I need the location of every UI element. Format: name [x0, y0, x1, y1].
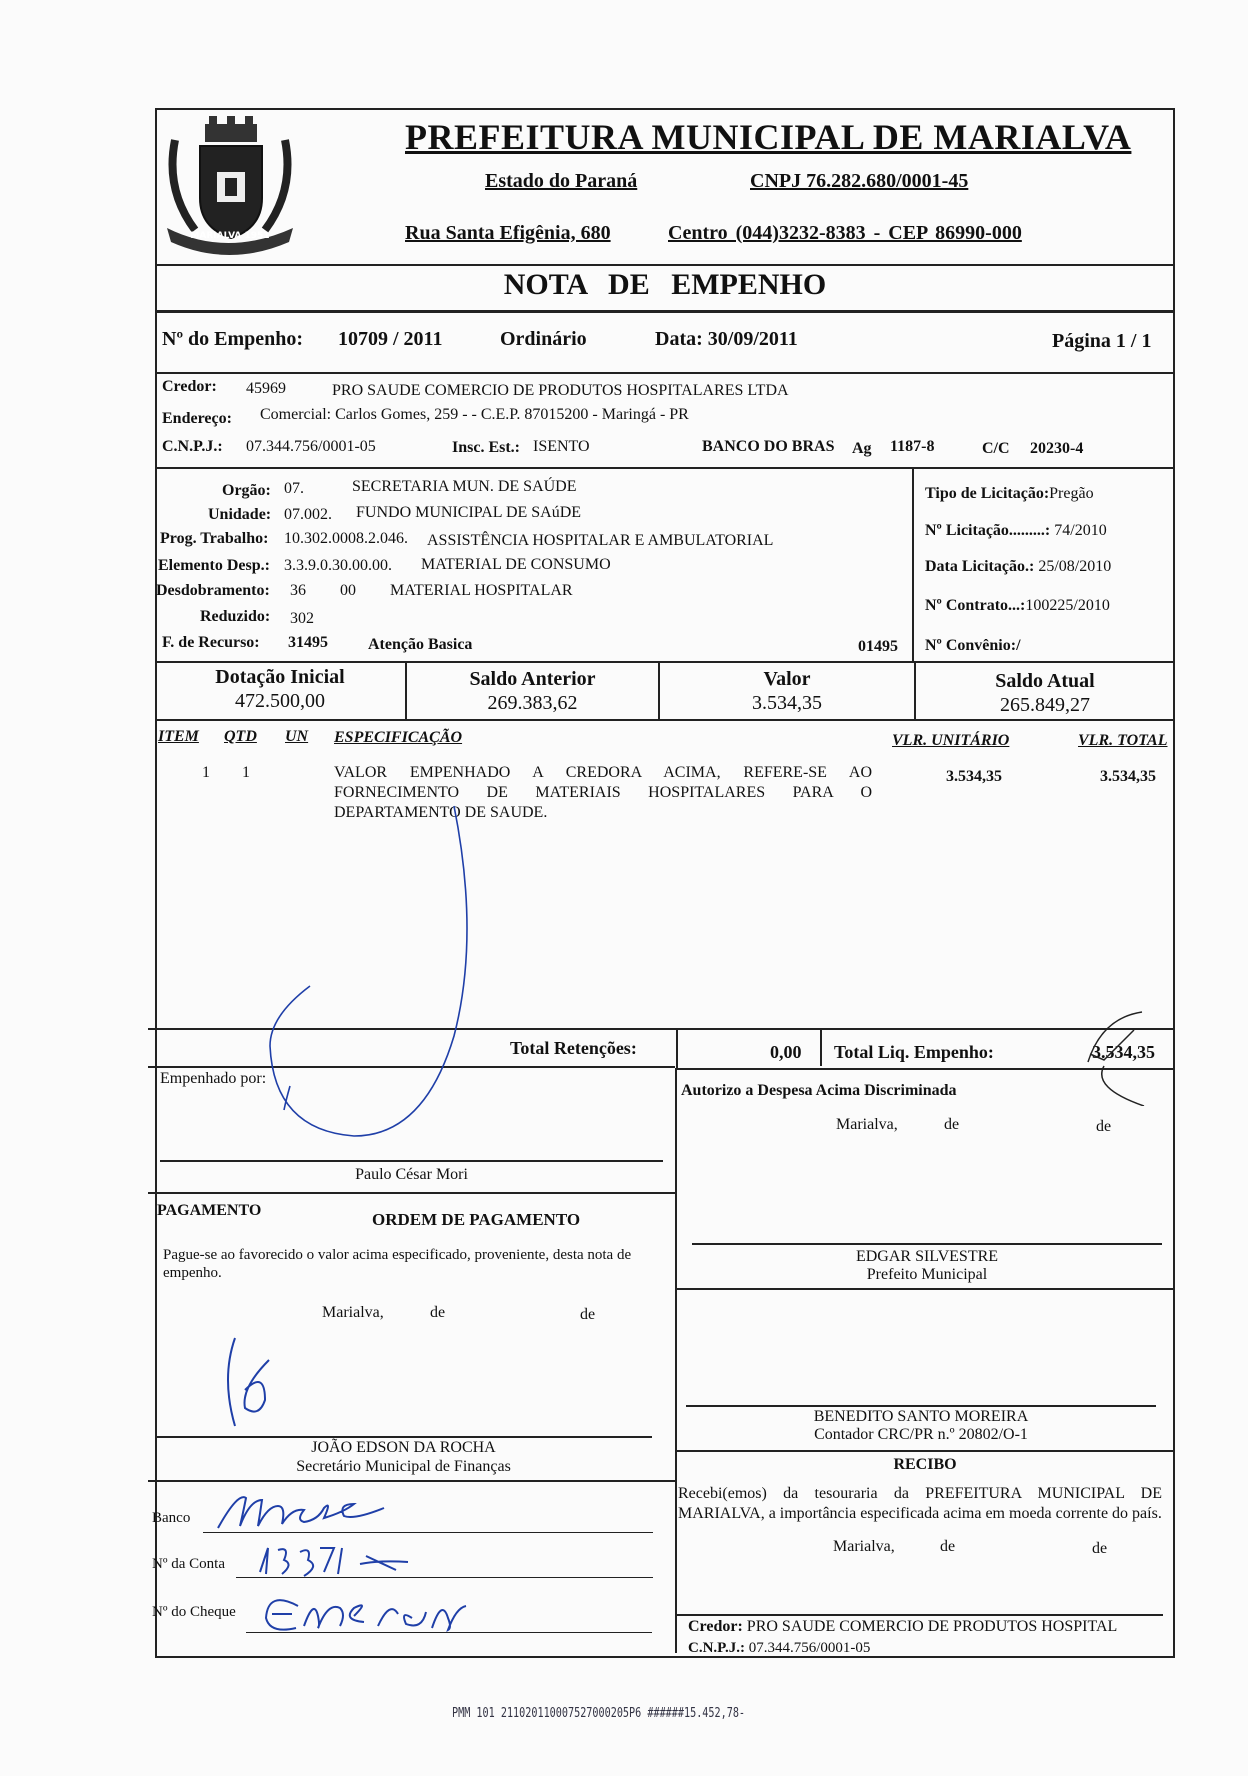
contador-name: BENEDITO SANTO MOREIRA — [813, 1408, 1029, 1425]
valor-label: Valor — [763, 668, 811, 690]
item-desc-line3: DEPARTAMENTO DE SAUDE. — [334, 804, 548, 821]
total-check-mark — [1080, 1006, 1170, 1106]
orgao-label: Orgão: — [222, 482, 271, 499]
contrato-label: Nº Contrato...:100225/2010 — [925, 597, 1110, 614]
lic-tipo-label: Tipo de Licitação:Pregão — [925, 485, 1094, 502]
liq-label: Total Liq. Empenho: — [834, 1042, 994, 1062]
insc-label: Insc. Est.: — [452, 439, 521, 456]
desd-label: Desdobramento: — [156, 582, 270, 599]
autorizo-de1: de — [944, 1116, 960, 1133]
retencoes-label: Total Retenções: — [510, 1038, 637, 1058]
credor-insc: ISENTO — [533, 438, 590, 455]
cc-label: C/C — [982, 440, 1010, 457]
autorizo-label: Autorizo a Despesa Acima Discriminada — [681, 1082, 957, 1099]
pagamento-de1: de — [430, 1304, 446, 1321]
item-number: 1 — [202, 764, 210, 781]
desd-sub: 00 — [340, 582, 356, 599]
recurso-label: F. de Recurso: — [162, 634, 260, 651]
item-desc-line1: VALOR EMPENHADO A CREDORA ACIMA, REFERE-SE AO — [334, 764, 872, 781]
pagamento-de2: de — [580, 1306, 596, 1323]
col-vlr-unitario: VLR. UNITÁRIO — [892, 732, 1010, 749]
recibo-text: Recebi(emos) da tesouraria da PREFEITURA MUNICIPAL DE MARIALVA, a importância especificada acima em moeda corrente do país. — [678, 1485, 1162, 1522]
elem-code: 3.3.9.0.30.00.00. — [284, 557, 392, 574]
unidade-name: FUNDO MUNICIPAL DE SAúDE — [356, 504, 582, 521]
saldo-anterior-value: 269.383,62 — [487, 692, 578, 714]
cnpj-field-label: C.N.P.J.: — [162, 438, 223, 455]
prog-label: Prog. Trabalho: — [160, 530, 269, 547]
recibo-credor: Credor: PRO SAUDE COMERCIO DE PRODUTOS HOSPITAL — [688, 1618, 1118, 1635]
item-total-value: 3.534,35 — [1100, 768, 1156, 785]
recurso-number: 01495 — [858, 638, 898, 655]
lic-data-label: Data Licitação.: 25/08/2010 — [925, 558, 1112, 575]
contador-role: Contador CRC/PR n.º 20802/O-1 — [814, 1426, 1028, 1443]
credor-code: 45969 — [246, 380, 286, 397]
bank-name: BANCO DO BRAS — [702, 438, 835, 455]
elem-name: MATERIAL DE CONSUMO — [421, 556, 611, 573]
item-qtd: 1 — [242, 764, 250, 781]
empenho-number: 10709 / 2011 — [338, 328, 443, 350]
recurso-code: 31495 — [288, 634, 328, 651]
empenho-number-label: Nº do Empenho: — [162, 328, 304, 350]
page-title: PREFEITURA MUNICIPAL DE MARIALVA — [405, 117, 1132, 157]
retencoes-value: 0,00 — [770, 1042, 802, 1062]
signature-mark — [205, 1330, 285, 1430]
address-field-label: Endereço: — [162, 410, 232, 427]
desd-code: 36 — [290, 582, 306, 599]
credor-address: Comercial: Carlos Gomes, 259 - - C.E.P. 87015200 - Maringá - PR — [260, 406, 689, 423]
ag-label: Ag — [852, 440, 872, 457]
contact-label: Centro (044)3232-8383 - CEP 86990-000 — [668, 222, 1022, 244]
recibo-de1: de — [940, 1538, 956, 1555]
item-desc-line2: FORNECIMENTO DE MATERIAIS HOSPITALARES PARA O — [334, 784, 872, 801]
orgao-code: 07. — [284, 480, 304, 497]
credor-label: Credor: — [162, 378, 217, 395]
reduz-label: Reduzido: — [200, 608, 271, 625]
recibo-cnpj: C.N.P.J.: 07.344.756/0001-05 — [688, 1640, 871, 1656]
empenhado-signature — [240, 800, 480, 1150]
banco-handwriting — [212, 1488, 412, 1534]
address-label: Rua Santa Efigênia, 680 — [405, 222, 611, 244]
crest-icon — [155, 110, 305, 262]
ordem-label: ORDEM DE PAGAMENTO — [372, 1210, 581, 1229]
pagamento-role: Secretário Municipal de Finanças — [296, 1458, 511, 1475]
page-number: Página 1 / 1 — [1052, 330, 1152, 352]
liq-value: 3.534,35 — [1092, 1042, 1155, 1062]
dotacao-value: 472.500,00 — [235, 690, 325, 712]
col-vlr-total: VLR. TOTAL — [1078, 732, 1168, 749]
cnpj-label: CNPJ 76.282.680/0001-45 — [750, 170, 969, 192]
dotacao-label: Dotação Inicial — [215, 666, 345, 688]
recibo-label: RECIBO — [893, 1456, 957, 1473]
conta-handwriting — [256, 1542, 416, 1580]
desd-name: MATERIAL HOSPITALAR — [390, 582, 573, 599]
saldo-atual-label: Saldo Atual — [995, 670, 1095, 692]
prog-code: 10.302.0008.2.046. — [284, 530, 408, 547]
saldo-atual-value: 265.849,27 — [1000, 694, 1090, 716]
autorizo-name: EDGAR SILVESTRE — [855, 1248, 999, 1265]
empenho-date: Data: 30/09/2011 — [655, 328, 798, 350]
doc-title: NOTA DE EMPENHO — [503, 268, 827, 301]
prog-name: ASSISTÊNCIA HOSPITALAR E AMBULATORIAL — [427, 532, 774, 549]
autorizo-de2: de — [1096, 1118, 1112, 1135]
pagamento-label: PAGAMENTO — [157, 1202, 262, 1219]
footer-code: PMM 101 211020110007527000205P6 ######15.452,78- — [452, 1706, 746, 1721]
credor-name: PRO SAUDE COMERCIO DE PRODUTOS HOSPITALARES LTDA — [332, 382, 789, 399]
autorizo-role: Prefeito Municipal — [866, 1266, 988, 1283]
cheque-handwriting — [262, 1588, 472, 1634]
recurso-name: Atenção Basica — [368, 636, 473, 653]
item-unit-value: 3.534,35 — [946, 768, 1002, 785]
unidade-code: 07.002. — [284, 506, 332, 523]
pagamento-name: JOÃO EDSON DA ROCHA — [311, 1439, 496, 1456]
state-label: Estado do Paraná — [485, 170, 638, 192]
unidade-label: Unidade: — [208, 506, 272, 523]
recibo-place: Marialva, — [833, 1538, 895, 1555]
ag-value: 1187-8 — [890, 438, 935, 455]
pagamento-text: Pague-se ao favorecido o valor acima especificado, proveniente, desta nota de empenho. — [163, 1247, 632, 1281]
saldo-anterior-label: Saldo Anterior — [469, 668, 596, 690]
svg-text:MARIALVA 1951: MARIALVA 1951 — [190, 231, 270, 241]
col-un: UN — [285, 728, 309, 745]
col-item: ITEM — [158, 728, 199, 745]
convenio-label: Nº Convênio:/ — [925, 637, 1021, 654]
col-especificacao: ESPECIFICAÇÃO — [334, 729, 463, 746]
empenhado-name: Paulo César Mori — [355, 1166, 468, 1183]
lic-num-label: Nº Licitação.........: 74/2010 — [925, 522, 1107, 539]
valor-value: 3.534,35 — [752, 692, 822, 714]
cc-value: 20230-4 — [1030, 440, 1084, 457]
credor-cnpj: 07.344.756/0001-05 — [246, 438, 376, 455]
orgao-name: SECRETARIA MUN. DE SAÚDE — [352, 478, 577, 495]
pagamento-place: Marialva, — [322, 1304, 384, 1321]
elem-label: Elemento Desp.: — [158, 557, 270, 574]
empenhado-label: Empenhado por: — [160, 1070, 267, 1087]
recibo-de2: de — [1092, 1540, 1108, 1557]
col-qtd: QTD — [224, 728, 257, 745]
cheque-label: Nº do Cheque — [152, 1604, 236, 1620]
conta-label: Nº da Conta — [152, 1556, 225, 1572]
reduz-value: 302 — [290, 610, 314, 627]
autorizo-place: Marialva, — [836, 1116, 898, 1133]
banco-label: Banco — [152, 1510, 191, 1526]
empenho-type: Ordinário — [500, 328, 587, 350]
